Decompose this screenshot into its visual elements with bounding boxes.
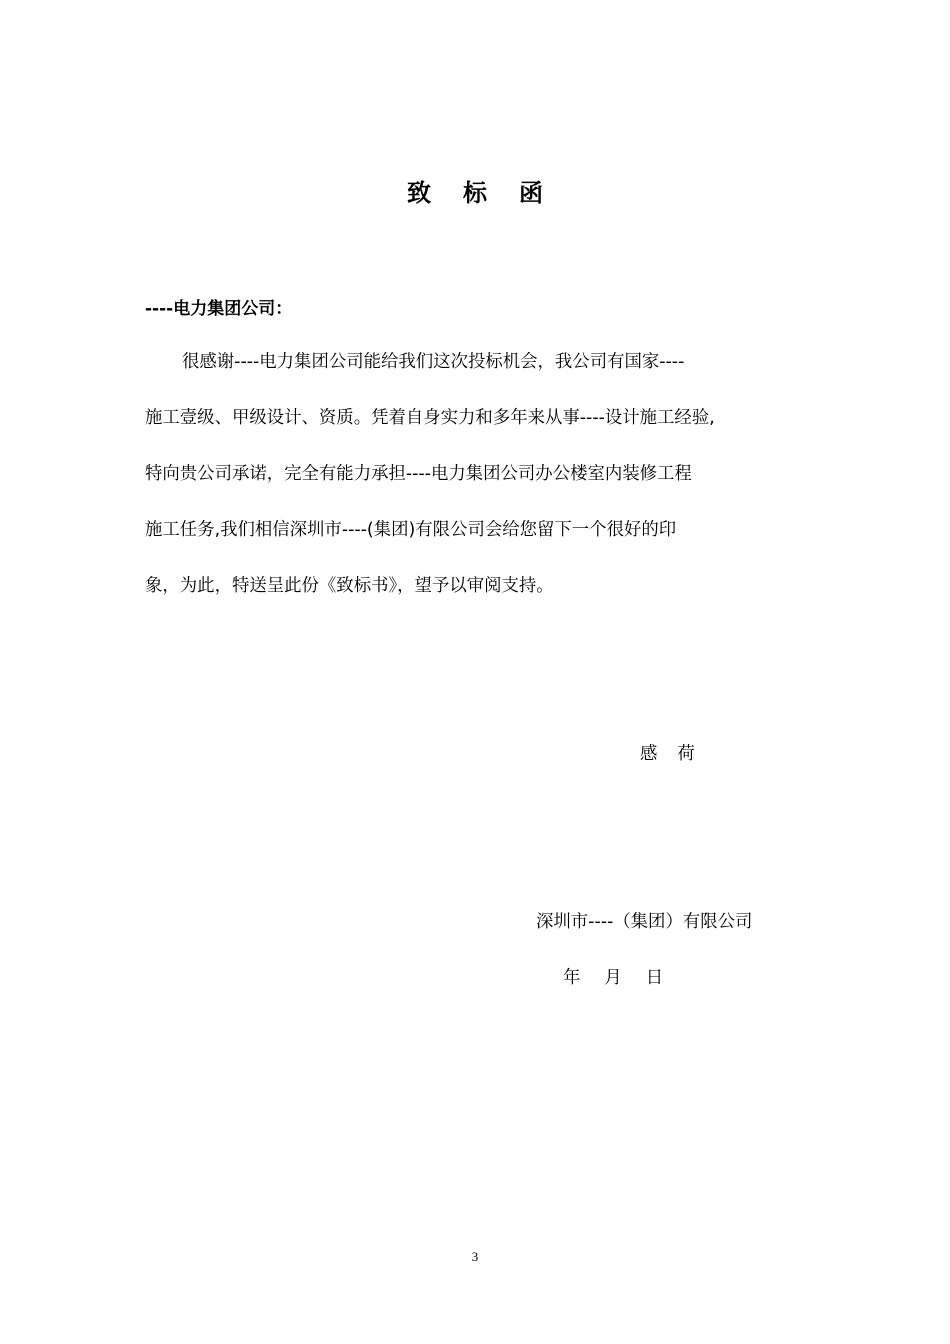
salutation: ----电力集团公司： [145,299,293,319]
body-line: 象，为此，特送呈此份《致标书》，望予以审阅支持。 [145,576,554,596]
page-number: 3 [471,1249,479,1264]
body-line: 很感谢----电力集团公司能给我们这次投标机会，我公司有国家---- [182,352,685,372]
signature-date: 年月日 [563,968,688,988]
body-line: 施工壹级、甲级设计、资质。凭着自身实力和多年来从事----设计施工经验, [145,408,715,428]
document-title: 致标函 [407,179,575,207]
body-line: 特向贵公司承诺，完全有能力承担----电力集团公司办公楼室内装修工程 [145,464,692,484]
signature-company: 深圳市----（集团）有限公司 [536,912,753,932]
body-line: 施工任务,我们相信深圳市----(集团)有限公司会给您留下一个很好的印 [145,520,677,540]
closing-thanks: 感荷 [640,744,715,764]
